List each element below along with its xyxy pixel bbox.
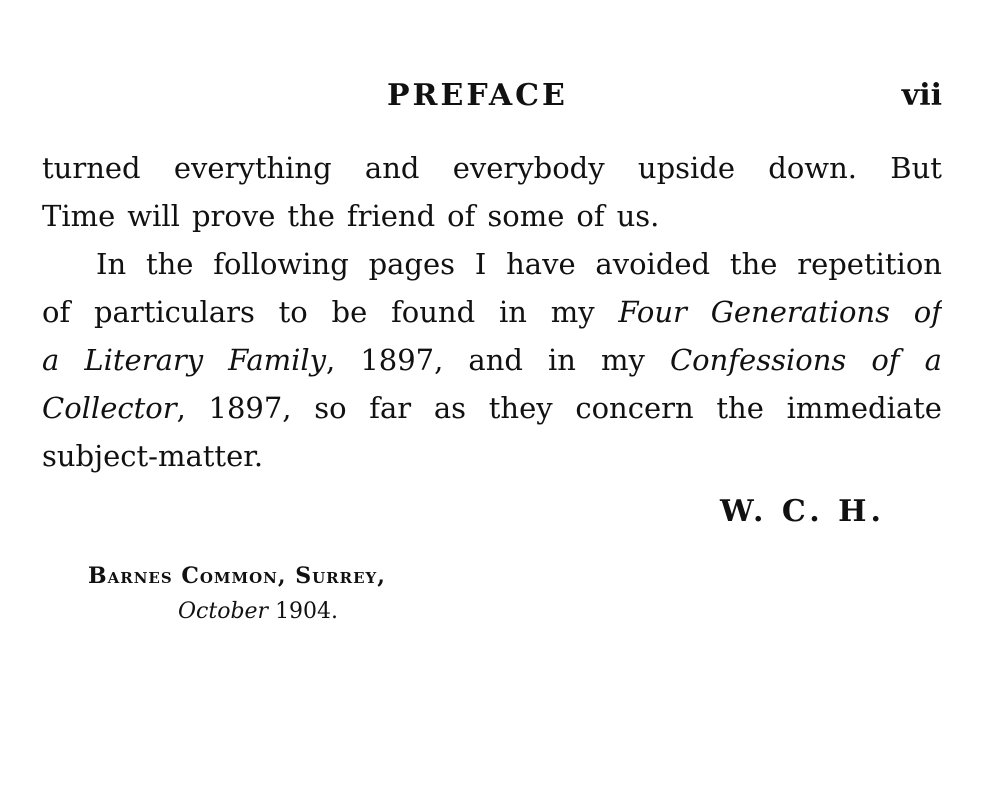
word-text: the <box>716 391 764 425</box>
word <box>730 240 778 288</box>
word <box>618 288 687 336</box>
word <box>127 192 180 240</box>
text-line <box>42 336 942 384</box>
word <box>146 240 194 288</box>
word-text: down. <box>768 151 858 185</box>
word-text: But <box>890 151 942 185</box>
word <box>213 240 349 288</box>
word <box>332 288 368 336</box>
word-text: I <box>474 247 487 281</box>
word <box>506 240 576 288</box>
word-text: the <box>145 247 194 281</box>
word <box>42 288 70 336</box>
word-text: , <box>176 391 186 425</box>
italic-word: Generations <box>710 295 890 329</box>
word <box>42 384 186 432</box>
word-text: found <box>391 295 476 329</box>
word-text: , <box>326 343 336 377</box>
word <box>638 144 735 192</box>
word-text: turned <box>42 151 141 185</box>
text-line <box>42 384 942 432</box>
dateline-year: 1904. <box>275 599 339 624</box>
word-text: repetition <box>797 247 942 281</box>
italic-word: Four <box>618 295 687 329</box>
word <box>96 240 126 288</box>
word-text: pages <box>368 247 456 281</box>
word-text: be <box>331 295 368 329</box>
word <box>434 384 466 432</box>
word-text: my <box>550 295 595 329</box>
word-text: some <box>487 199 565 233</box>
dateline <box>88 558 508 630</box>
word <box>548 336 576 384</box>
italic-word: of <box>913 295 942 329</box>
word-text: the <box>729 247 778 281</box>
word <box>192 192 275 240</box>
word-text: and <box>468 343 523 377</box>
word <box>551 288 595 336</box>
word <box>797 240 942 288</box>
word <box>925 336 942 384</box>
word <box>447 192 475 240</box>
word <box>716 384 764 432</box>
word-text: upside <box>637 151 736 185</box>
word <box>360 336 443 384</box>
text-line <box>42 288 942 336</box>
word <box>595 240 710 288</box>
word-text: avoided <box>595 247 711 281</box>
word-text: my <box>601 343 645 377</box>
text-line <box>42 432 942 480</box>
word-text: in <box>548 343 576 377</box>
word <box>228 336 335 384</box>
word <box>711 288 890 336</box>
word <box>369 384 411 432</box>
word-text: particulars <box>93 295 255 329</box>
word <box>209 384 292 432</box>
page-number: vii <box>901 78 942 113</box>
preface-body-text <box>42 144 942 480</box>
word <box>475 240 486 288</box>
word-text: to <box>278 295 308 329</box>
running-head <box>42 76 942 116</box>
italic-word: of <box>871 343 900 377</box>
word <box>314 384 346 432</box>
word <box>601 336 645 384</box>
word-text: as <box>433 391 467 425</box>
word <box>468 336 523 384</box>
word <box>391 288 475 336</box>
word <box>84 336 203 384</box>
word-text: of <box>576 199 605 233</box>
word <box>174 144 332 192</box>
word <box>499 288 527 336</box>
word-text: In <box>96 247 127 281</box>
word <box>369 240 455 288</box>
word <box>489 384 553 432</box>
word <box>890 144 942 192</box>
word <box>670 336 846 384</box>
word-text: immediate <box>786 391 942 425</box>
word <box>347 192 435 240</box>
word <box>279 288 308 336</box>
page-title: PREFACE <box>387 78 568 113</box>
word <box>42 144 141 192</box>
word <box>576 192 604 240</box>
word <box>575 384 693 432</box>
word <box>42 336 59 384</box>
word-text: everybody <box>452 151 605 185</box>
word-text: far <box>369 391 412 425</box>
word <box>42 192 115 240</box>
word-text: will <box>127 199 180 233</box>
word-text: they <box>488 391 553 425</box>
word-text: prove <box>191 199 276 233</box>
word <box>617 192 660 240</box>
word <box>365 144 420 192</box>
word-text: 1897, <box>208 391 292 425</box>
word-text: have <box>506 247 576 281</box>
text-line <box>42 192 942 240</box>
dateline-place: Barnes Common, Surrey, <box>88 563 386 589</box>
word <box>768 144 857 192</box>
italic-word: Collector <box>42 391 177 425</box>
word <box>487 192 564 240</box>
word-text: concern <box>575 391 694 425</box>
word-text: everything <box>173 151 332 185</box>
word-text: following <box>213 247 349 281</box>
word <box>787 384 942 432</box>
text-line <box>42 144 942 192</box>
dateline-date <box>88 594 508 630</box>
italic-word: a <box>924 343 942 377</box>
italic-word: Confessions <box>669 343 847 377</box>
word-text: us. <box>616 199 660 233</box>
text-line <box>42 240 942 288</box>
italic-word: Family <box>228 343 327 377</box>
italic-word: a <box>42 343 60 377</box>
word-text: 1897, <box>360 343 444 377</box>
word-text: in <box>498 295 527 329</box>
word-text: and <box>364 151 420 185</box>
word <box>914 288 942 336</box>
word <box>42 432 263 480</box>
word-text: the <box>287 199 335 233</box>
word-text: of <box>42 295 71 329</box>
word-text: Time <box>42 199 116 233</box>
word-text: of <box>447 199 476 233</box>
word <box>871 336 899 384</box>
word-text: subject-matter. <box>42 439 264 473</box>
word <box>287 192 335 240</box>
dateline-month: October <box>178 599 269 624</box>
author-initials: W. C. H. <box>720 494 885 529</box>
word <box>453 144 605 192</box>
word-text: friend <box>346 199 436 233</box>
word <box>94 288 255 336</box>
word-text: so <box>314 391 347 425</box>
italic-word: Literary <box>84 343 204 377</box>
